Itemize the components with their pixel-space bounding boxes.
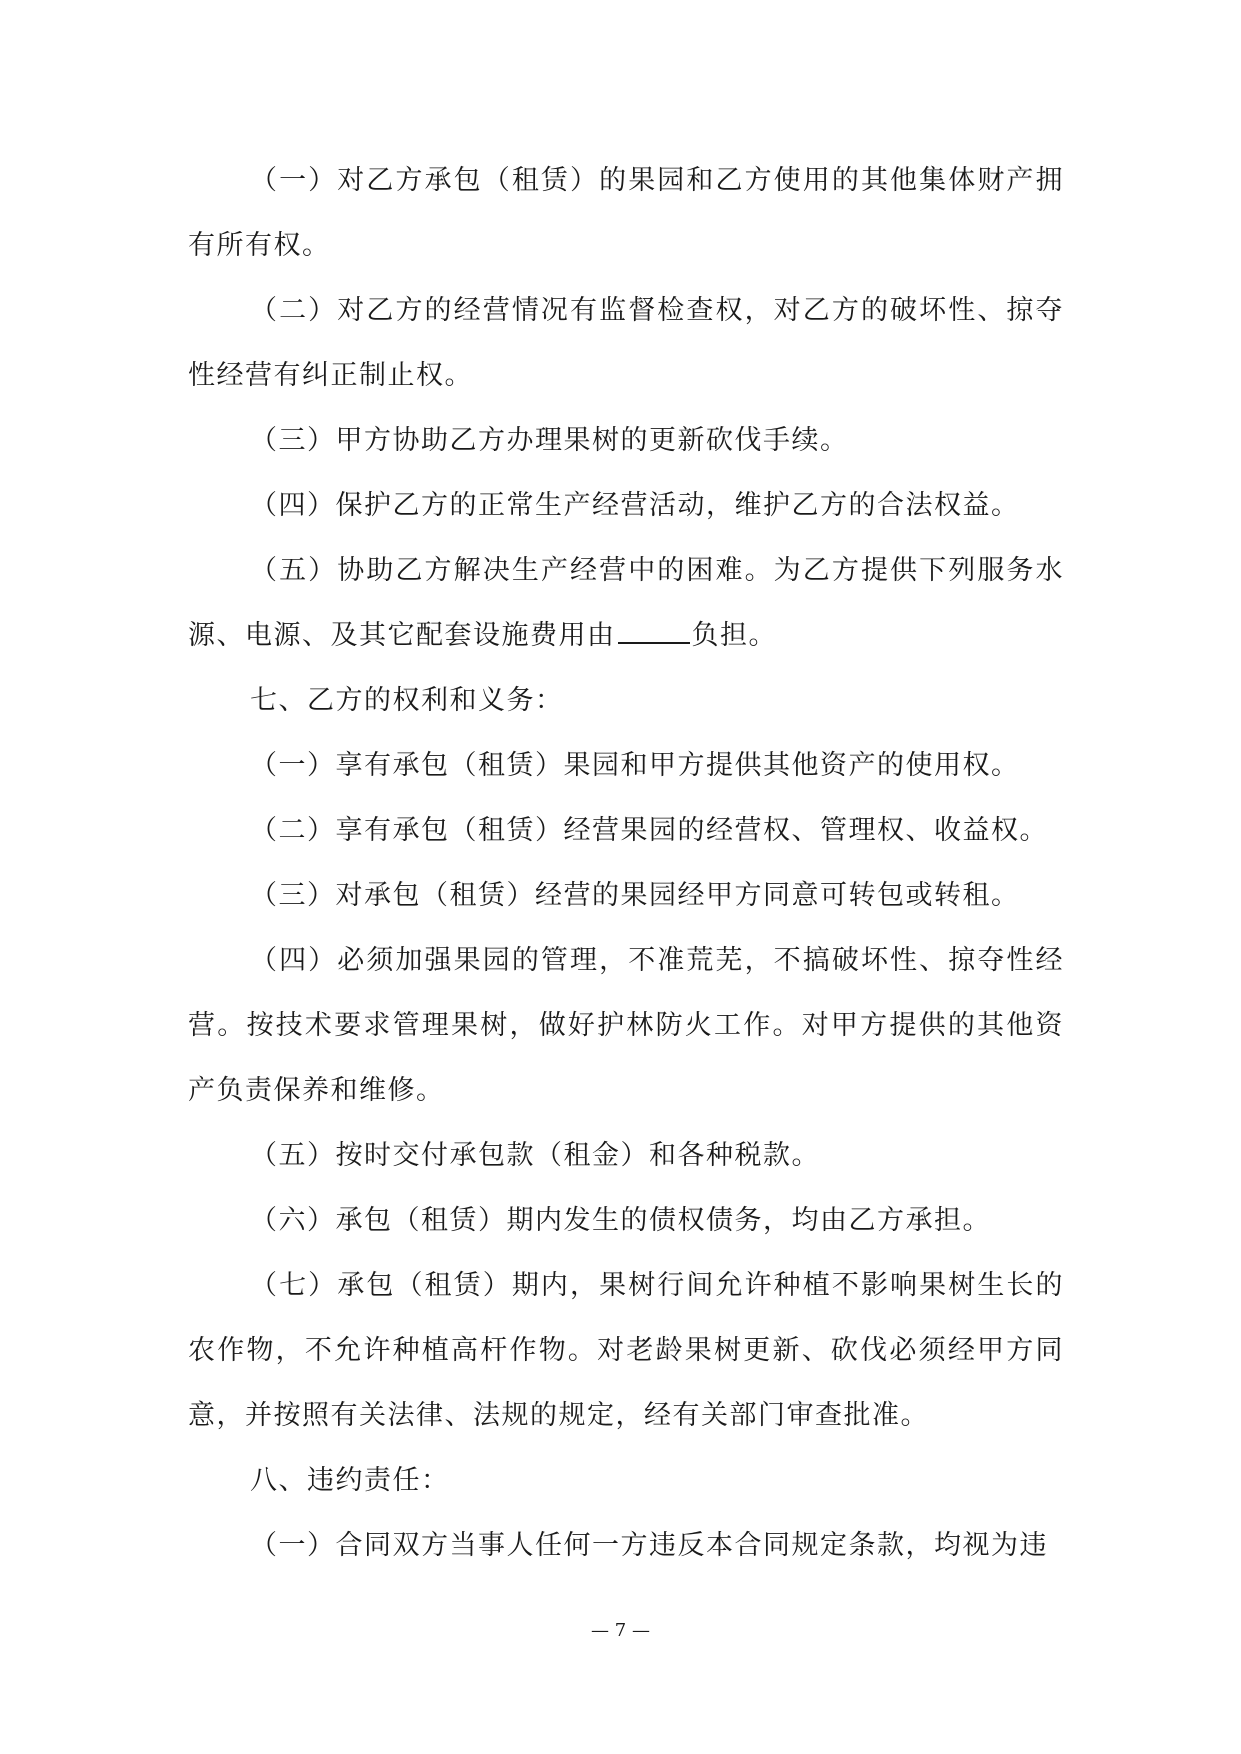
page-number: — 7 — — [591, 1620, 650, 1641]
paragraph-party-b-right-3: （三）对承包（租赁）经营的果园经甲方同意可转包或转租。 — [250, 880, 1020, 911]
paragraph-party-a-right-3: （三）甲方协助乙方办理果树的更新砍伐手续。 — [250, 425, 849, 456]
paragraph-party-b-right-4: （四）必须加强果园的管理，不准荒芜，不搞破坏性、掠夺性经营。按技术要求管理果树，做好护林防火工作。对甲方提供的其他资产负责保养和维修。 — [188, 945, 1064, 1106]
section-heading-liability: 八、违约责任： — [250, 1465, 450, 1496]
paragraph-liability-1: （一）合同双方当事人任何一方违反本合同规定条款，均视为违 — [250, 1530, 1048, 1561]
fill-in-blank — [618, 620, 690, 644]
paragraph-five-tail: 负担。 — [691, 620, 777, 651]
paragraph-party-a-right-1: （一）对乙方承包（租赁）的果园和乙方使用的其他集体财产拥有所有权。 — [188, 165, 1064, 261]
paragraph-party-b-right-5: （五）按时交付承包款（租金）和各种税款。 — [250, 1140, 820, 1171]
paragraph-party-b-right-6: （六）承包（租赁）期内发生的债权债务，均由乙方承担。 — [250, 1205, 991, 1236]
paragraph-party-a-right-2: （二）对乙方的经营情况有监督检查权，对乙方的破坏性、掠夺性经营有纠正制止权。 — [188, 295, 1064, 391]
paragraph-party-a-right-4: （四）保护乙方的正常生产经营活动，维护乙方的合法权益。 — [250, 490, 1020, 521]
paragraph-five-text: （五）协助乙方解决生产经营中的困难。为乙方提供下列服务水源、电源、及其它配套设施费用由 — [188, 555, 1064, 651]
paragraph-party-b-right-7: （七）承包（租赁）期内，果树行间允许种植不影响果树生长的农作物，不允许种植高杆作物。对老龄果树更新、砍伐必须经甲方同意，并按照有关法律、法规的规定，经有关部门审查批准。 — [188, 1270, 1064, 1431]
paragraph-party-b-right-2: （二）享有承包（租赁）经营果园的经营权、管理权、收益权。 — [250, 815, 1048, 846]
paragraph-party-a-right-5 — [188, 538, 1064, 668]
paragraph-party-b-right-1: （一）享有承包（租赁）果园和甲方提供其他资产的使用权。 — [250, 750, 1020, 781]
section-heading-party-b-rights: 七、乙方的权利和义务： — [250, 685, 564, 716]
document-body — [188, 148, 1064, 1578]
